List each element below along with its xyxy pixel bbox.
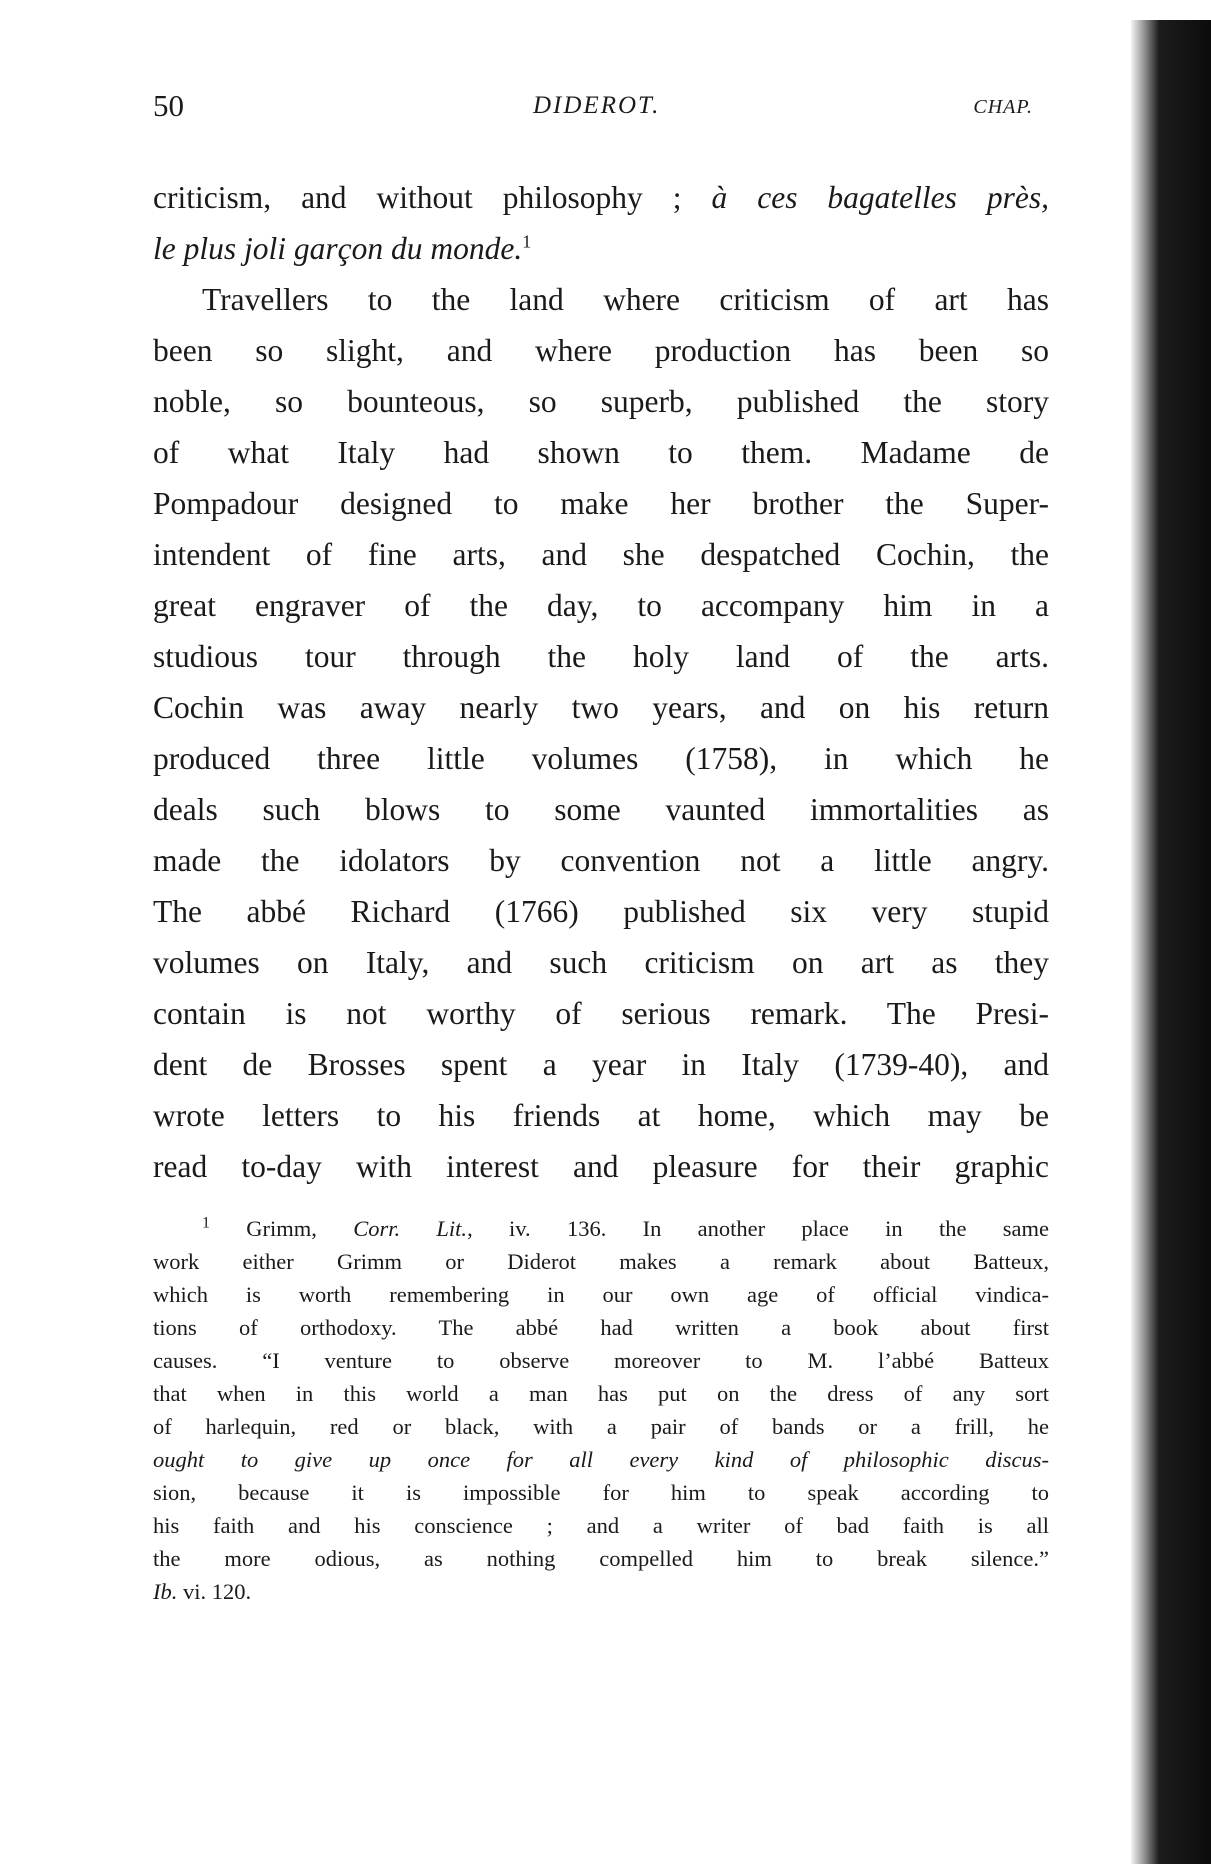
running-title: DIDEROT.	[533, 92, 661, 119]
text-line: Travellers to the land where criticism of art has	[202, 282, 1049, 317]
footnote-line: ought to give up once for all every kind of philosophic discus-	[153, 1447, 1049, 1472]
text-line: studious tour through the holy land of the arts.	[153, 639, 1049, 674]
page-number: 50	[153, 88, 184, 123]
footnote-line: the more odious, as nothing compelled him to break silence.”	[153, 1546, 1049, 1571]
text-line: noble, so bounteous, so superb, published the story	[153, 384, 1049, 419]
text-line: deals such blows to some vaunted immortalities as	[153, 792, 1049, 827]
footnote-line: which is worth remembering in our own age of official vindica-	[153, 1282, 1049, 1307]
footnote-line: Ib. vi. 120.	[153, 1579, 252, 1604]
text-line: intendent of fine arts, and she despatched Cochin, the	[153, 537, 1049, 572]
text-line: Cochin was away nearly two years, and on his return	[153, 690, 1049, 725]
footnote-line: of harlequin, red or black, with a pair of bands or a frill, he	[153, 1414, 1049, 1439]
text-line: criticism, and without philosophy ; à ces bagatelles près,	[153, 180, 1050, 215]
text-line: made the idolators by convention not a little angry.	[153, 843, 1049, 878]
text-line: Pompadour designed to make her brother the Super-	[153, 486, 1049, 521]
text-line: produced three little volumes (1758), in which he	[153, 741, 1049, 776]
text-line: dent de Brosses spent a year in Italy (1739-40), and	[153, 1047, 1049, 1082]
footnote-line: causes. “I venture to observe moreover to M. l’abbé Batteux	[153, 1348, 1049, 1373]
footnote-line: $^1$ Grimm, Corr. Lit., iv. 136. In another place in the same	[202, 1214, 1049, 1241]
footnotes	[153, 1212, 1049, 1608]
text-line: volumes on Italy, and such criticism on art as they	[153, 945, 1049, 980]
text-line: The abbé Richard (1766) published six very stupid	[153, 894, 1049, 929]
footnote-marker: 1	[202, 1214, 210, 1232]
text-line: wrote letters to his friends at home, which may be	[153, 1098, 1049, 1133]
footnote-line: sion, because it is impossible for him to speak according to	[153, 1480, 1049, 1505]
page-header	[153, 88, 1033, 128]
footnote-line: tions of orthodoxy. The abbé had written a book about first	[153, 1315, 1049, 1340]
text-line: read to-day with interest and pleasure for their graphic	[153, 1149, 1049, 1184]
page-edge-shadow	[1131, 20, 1211, 1864]
footnote-line: his faith and his conscience ; and a writer of bad faith is all	[153, 1513, 1049, 1538]
footnote-ref: 1	[522, 231, 532, 252]
footnote-line: that when in this world a man has put on the dress of any sort	[153, 1381, 1049, 1406]
text-line: great engraver of the day, to accompany him in a	[153, 588, 1049, 623]
text-line: been so slight, and where production has been so	[153, 333, 1049, 368]
chapter-label: CHAP.	[973, 96, 1033, 118]
text-line: of what Italy had shown to them. Madame de	[153, 435, 1049, 470]
text-line: le plus joli garçon du monde.$^1$	[153, 231, 532, 266]
footnote-line: work either Grimm or Diderot makes a remark about Batteux,	[153, 1249, 1049, 1274]
body-text	[153, 172, 1049, 1192]
text-line: contain is not worthy of serious remark. The Presi-	[153, 996, 1049, 1031]
